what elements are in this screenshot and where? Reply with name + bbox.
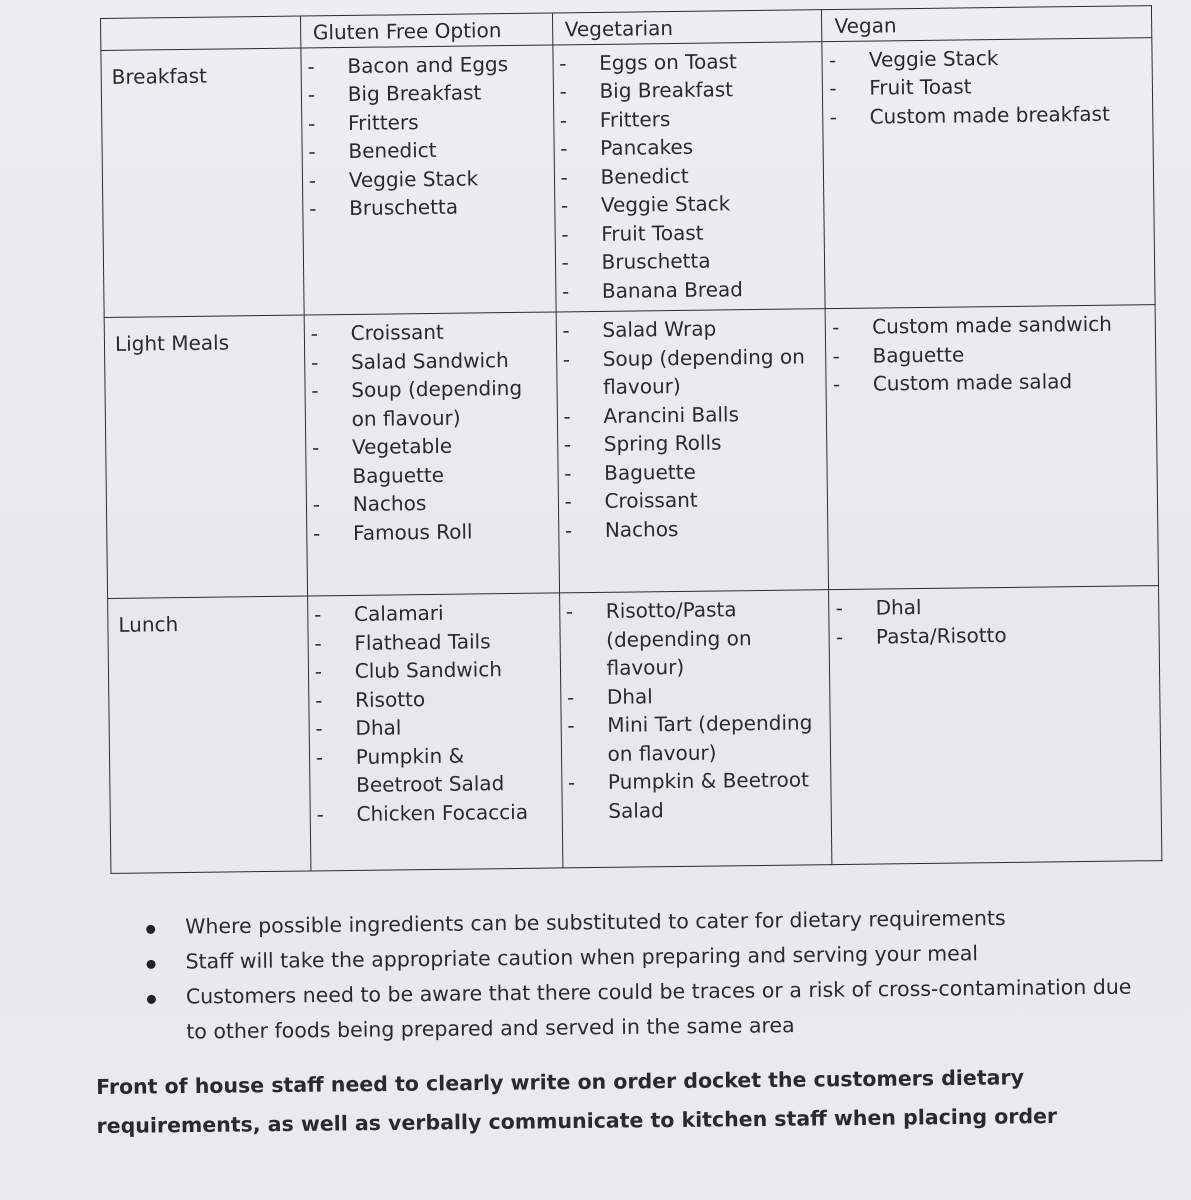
cell-light-meals-vegetarian bbox=[556, 309, 829, 593]
list-item: - Eggs on Toast bbox=[599, 46, 814, 77]
note-cross-contamination: Customers need to be aware that there could be traces or a risk of cross-contamination due to other foods being prepared and served in the same area bbox=[141, 969, 1152, 1050]
list-item: - Calamari bbox=[354, 598, 551, 629]
list-item: - Mini Tart (depending on flavour) bbox=[607, 708, 822, 768]
list-item: - Benedict bbox=[348, 135, 545, 166]
cell-breakfast-vegan bbox=[822, 37, 1155, 309]
list-item: - Fritters bbox=[348, 106, 545, 137]
note-substitution: Where possible ingredients can be substituted to cater for dietary requirements bbox=[140, 899, 1150, 945]
note-caution: Staff will take the appropriate caution when preparing and serving your meal bbox=[140, 934, 1150, 980]
list-item: - Baguette bbox=[604, 456, 819, 487]
table-row bbox=[101, 37, 1155, 317]
cell-breakfast-vegetarian bbox=[552, 41, 825, 312]
cell-lunch-gluten-free bbox=[307, 593, 562, 871]
cell-light-meals-gluten-free bbox=[304, 312, 559, 596]
list-item: - Fruit Toast bbox=[601, 217, 816, 248]
list-item: - Nachos bbox=[353, 488, 550, 519]
list-item: - Risotto/Pasta (depending on flavour) bbox=[606, 594, 822, 682]
staff-instruction: Front of house staff need to clearly write on order docket the customers dietary requirements, as well as verbally communicate to kitchen staff when placing order bbox=[96, 1065, 1058, 1138]
list-item: - Famous Roll bbox=[353, 516, 550, 547]
list-item: - Pumpkin & Beetroot Salad bbox=[608, 765, 823, 825]
list-item: - Pancakes bbox=[600, 131, 815, 162]
cell-lunch-vegetarian bbox=[559, 590, 832, 868]
list-item: - Bacon and Eggs bbox=[347, 49, 544, 80]
notes-section bbox=[140, 899, 1151, 1050]
list-item: - Veggie Stack bbox=[601, 188, 816, 219]
list-item: - Bruschetta bbox=[349, 192, 546, 223]
list-item: - Croissant bbox=[604, 484, 819, 515]
list-item: - Pumpkin & Beetroot Salad bbox=[356, 740, 553, 799]
list-item: - Flathead Tails bbox=[354, 626, 551, 657]
header-vegan: Vegan bbox=[822, 6, 1152, 42]
list-item: - Salad Sandwich bbox=[351, 345, 548, 376]
list-item: - Croissant bbox=[350, 317, 547, 348]
dietary-menu-table bbox=[100, 5, 1162, 874]
list-item: - Dhal bbox=[607, 680, 822, 711]
row-label-breakfast: Breakfast bbox=[101, 48, 304, 318]
row-label-light-meals: Light Meals bbox=[104, 315, 307, 598]
cell-breakfast-gluten-free bbox=[301, 44, 556, 315]
list-item: - Chicken Focaccia bbox=[356, 797, 553, 828]
list-item: - Salad Wrap bbox=[602, 313, 817, 344]
header-corner-cell bbox=[101, 16, 301, 50]
list-item: - Veggie Stack bbox=[869, 42, 1144, 74]
list-item: - Fruit Toast bbox=[869, 70, 1144, 102]
list-item: - Banana Bread bbox=[602, 274, 817, 305]
list-item: - Veggie Stack bbox=[349, 163, 546, 194]
list-item: - Spring Rolls bbox=[604, 427, 819, 458]
list-item: - Soup (depending on flavour) bbox=[603, 342, 818, 402]
list-item: - Custom made sandwich bbox=[872, 309, 1147, 341]
list-item: - Nachos bbox=[605, 513, 820, 544]
table-row bbox=[104, 305, 1158, 599]
list-item: - Soup (depending on flavour) bbox=[351, 374, 548, 433]
cell-light-meals-vegan bbox=[825, 305, 1158, 590]
row-label-lunch: Lunch bbox=[108, 596, 311, 873]
list-item: - Custom made breakfast bbox=[869, 99, 1144, 131]
list-item: - Pasta/Risotto bbox=[876, 619, 1151, 651]
list-item: - Custom made salad bbox=[873, 366, 1148, 398]
list-item: - Arancini Balls bbox=[603, 399, 818, 430]
list-item: - Baguette bbox=[872, 338, 1147, 370]
list-item: - Big Breakfast bbox=[348, 78, 545, 109]
list-item: - Club Sandwich bbox=[355, 655, 552, 686]
list-item: - Dhal bbox=[355, 712, 552, 743]
list-item: - Vegetable Baguette bbox=[352, 431, 549, 490]
cell-lunch-vegan bbox=[829, 586, 1162, 865]
header-vegetarian: Vegetarian bbox=[552, 10, 822, 45]
list-item: - Risotto bbox=[355, 683, 552, 714]
list-item: - Bruschetta bbox=[601, 245, 816, 276]
list-item: - Benedict bbox=[600, 160, 815, 191]
list-item: - Big Breakfast bbox=[599, 74, 814, 105]
list-item: - Fritters bbox=[600, 103, 815, 134]
header-gluten-free: Gluten Free Option bbox=[300, 13, 552, 48]
table-row bbox=[108, 586, 1162, 874]
list-item: - Dhal bbox=[875, 590, 1150, 622]
